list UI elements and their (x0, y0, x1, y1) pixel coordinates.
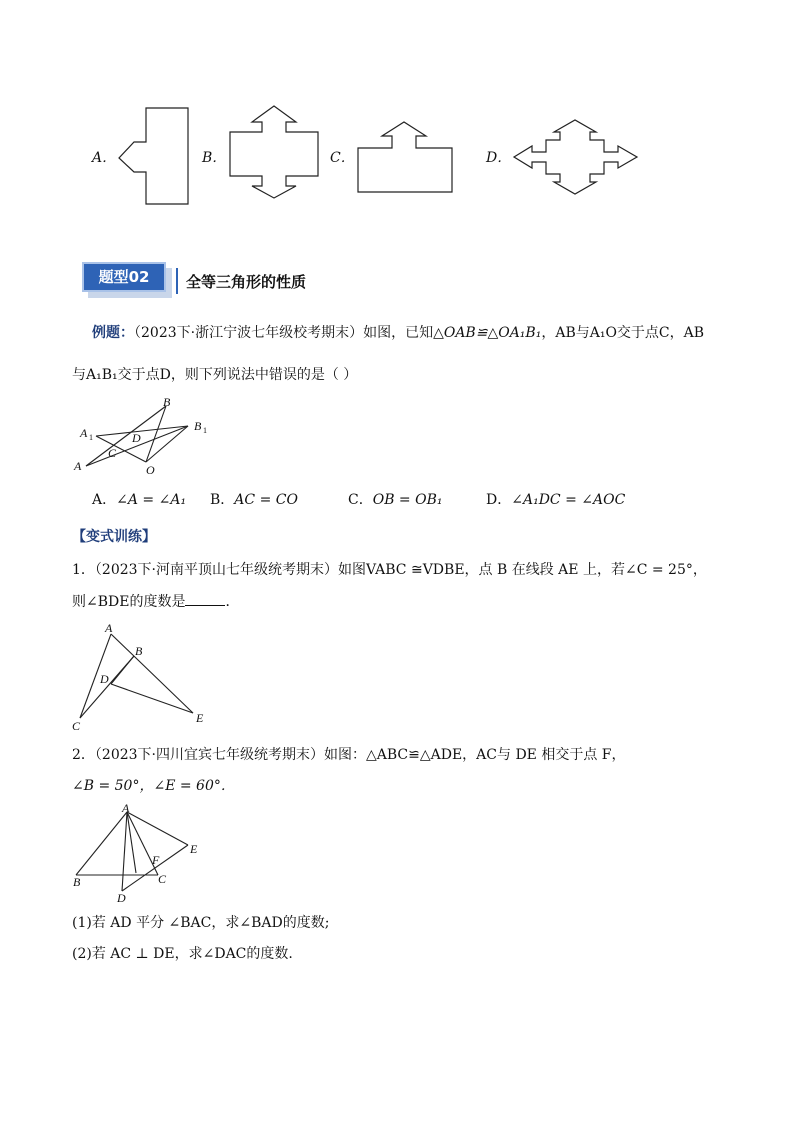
fig-ex-label-a: A (74, 459, 82, 473)
fig-q2-label-e: E (190, 842, 198, 856)
fig-q2-label-b: B (73, 875, 81, 889)
fig-ex-label-b: B (163, 395, 171, 409)
practice-heading: 【变式训练】 (72, 529, 156, 545)
fig-ex-label-b1: B (194, 419, 202, 433)
choice-d: D．∠A₁DC = ∠AOC (486, 492, 626, 508)
choice-b: B．AC = CO (210, 492, 298, 508)
option-a-label: A． (92, 150, 117, 166)
fig-q1-label-d: D (100, 672, 109, 686)
q2-sub-2: (2)若 AC ⊥ DE，求∠DAC的度数. (72, 946, 293, 962)
fig-q2-label-a: A (122, 801, 130, 815)
fig-ex-label-a1: A (80, 426, 88, 440)
svg-text:1: 1 (203, 426, 207, 435)
fig-q1-label-b: B (135, 644, 143, 658)
section-badge-text: 题型02 (82, 262, 166, 292)
fig-ex-label-d: D (132, 431, 141, 445)
option-b-label: B． (202, 150, 227, 166)
q1-line-2: 则∠BDE的度数是 ． (72, 591, 239, 612)
fig-q1-label-e: E (196, 711, 204, 725)
choice-c: C．OB = OB₁ (348, 492, 443, 508)
q2-line-1: 2．（2023下·四川宜宾七年级统考期末）如图：△ABC≌△ADE，AC与 DE 相交于点 F， (72, 747, 626, 763)
choice-a: A．∠A = ∠A₁ (92, 492, 187, 508)
section-title: 全等三角形的性质 (186, 273, 307, 291)
q2-line-2: ∠B = 50°，∠E = 60°． (72, 778, 235, 794)
fig-ex-label-o: O (146, 463, 155, 477)
option-c-label: C． (330, 150, 355, 166)
example-label: 例题： (92, 325, 134, 341)
q1-line-1: 1．（2023下·河南平顶山七年级统考期末）如图VABC ≅VDBE，点 B 在线段 AE 上，若∠C = 25°， (72, 562, 707, 578)
fig-q2-label-f: F (152, 853, 160, 867)
svg-text:1: 1 (89, 433, 93, 442)
fig-q1-label-a: A (105, 621, 113, 635)
fig-q2-label-d: D (117, 891, 126, 905)
option-d-label: D． (486, 150, 512, 166)
fig-q2-label-c: C (158, 872, 167, 886)
example-line-2: 与A₁B₁交于点D，则下列说法中错误的是（ ） (72, 367, 358, 383)
example-line-1: 例题：（2023下·浙江宁波七年级校考期末）如图，已知△OAB≌△OA₁B₁，AB与A₁O交于点C，AB (92, 325, 705, 341)
fig-ex-label-c: C (108, 446, 117, 460)
fig-q1-label-c: C (72, 719, 81, 733)
q2-sub-1: (1)若 AD 平分 ∠BAC，求∠BAD的度数; (72, 915, 330, 931)
